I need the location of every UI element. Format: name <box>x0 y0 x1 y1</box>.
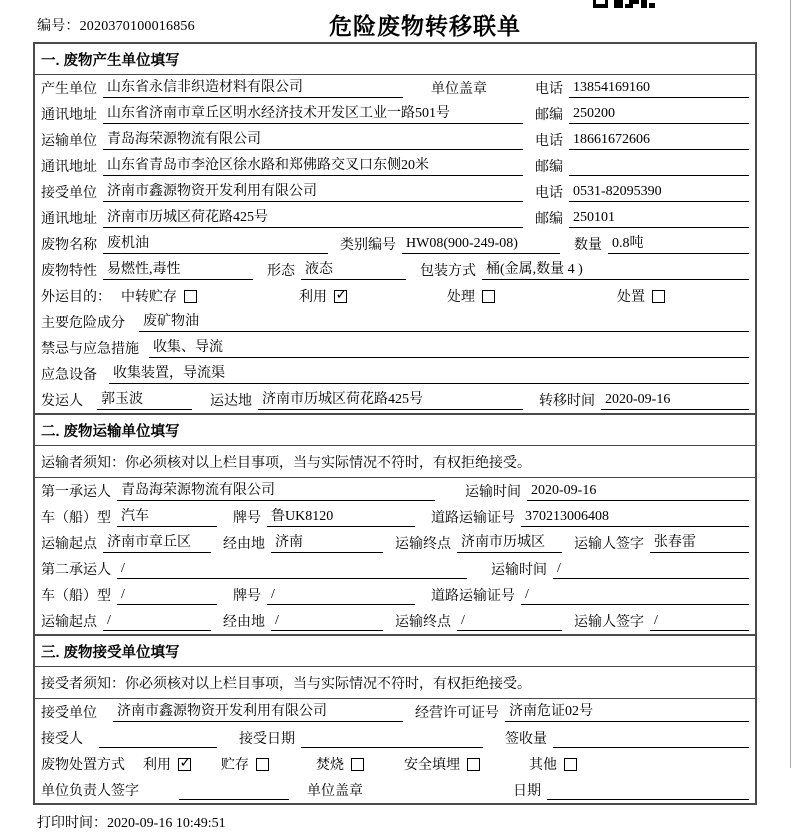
manifest-document <box>33 0 757 832</box>
license-value: 济南危证02号 <box>505 703 749 722</box>
transporter-notice: 运输者须知：你必须核对以上栏目事项，当与实际情况不符时，有权拒绝接受。 <box>35 446 755 478</box>
right-field-group <box>535 104 749 124</box>
right-field-group <box>535 130 749 150</box>
purpose-option-treat <box>447 286 617 306</box>
receiver-unit-value: 济南市鑫源物资开发利用有限公司 <box>113 703 403 722</box>
first-carrier-value: 青岛海荣源物流有限公司 <box>117 482 435 501</box>
route2-end: / <box>457 612 562 631</box>
transport-unit-label: 运输单位 <box>41 134 97 149</box>
vehicle2-row <box>35 582 755 608</box>
section-transporter-title: 二. 废物运输单位填写 <box>35 415 755 446</box>
phone-label: 电话 <box>535 186 563 201</box>
second-carrier-row <box>35 556 755 582</box>
emergency-equip-row <box>35 361 755 387</box>
waste-name-row <box>35 231 755 257</box>
transfer-time-label: 转移时间 <box>539 394 595 409</box>
transport-time-label: 运输时间 <box>465 485 521 500</box>
checkbox-icon <box>178 758 191 771</box>
transport-address-zip <box>569 158 749 176</box>
route2-start: / <box>103 612 211 631</box>
receive-unit-label: 接受单位 <box>41 186 97 201</box>
checkbox-icon <box>482 290 495 303</box>
zip-label: 邮编 <box>535 160 563 175</box>
produce-address-value: 山东省济南市章丘区明水经济技术开发区工业一路501号 <box>103 105 523 124</box>
first-carrier-label: 第一承运人 <box>41 485 111 500</box>
checkbox-label: 利用 <box>143 758 171 773</box>
qr-code-fragment-icon <box>593 0 655 9</box>
emergency-equip-value: 收集装置，导流渠 <box>109 365 749 384</box>
disposal-method-label: 废物处置方式 <box>41 758 125 773</box>
right-field-group <box>535 156 749 176</box>
checkbox-label: 贮存 <box>221 758 249 773</box>
produce-unit-phone: 13854169160 <box>569 79 749 98</box>
receive-date-label: 接受日期 <box>239 732 295 747</box>
route-end-label: 运输终点 <box>395 537 451 552</box>
receiver-person-row <box>35 725 755 751</box>
transfer-purpose-label: 外运目的： <box>41 290 111 305</box>
taboo-measures-value: 收集、导流 <box>149 339 749 358</box>
section-receiver <box>35 634 755 803</box>
checkbox-icon <box>256 758 269 771</box>
waste-qty-value: 0.8吨 <box>608 235 749 254</box>
manifest-number-label: 编号： <box>37 19 80 34</box>
page-edge-line <box>790 0 791 768</box>
address-label: 通讯地址 <box>41 212 97 227</box>
plate-label: 牌号 <box>233 511 261 526</box>
waste-pack-value: 桶(金属,数量 4 ) <box>482 261 749 280</box>
route2-row <box>35 608 755 634</box>
signed-qty-label: 签收量 <box>505 732 547 747</box>
vehicle2-permit: / <box>521 586 749 605</box>
waste-code-label: 类别编号 <box>340 238 396 253</box>
waste-traits-row <box>35 257 755 283</box>
shipper-value: 郭玉波 <box>97 391 192 410</box>
checkbox-icon <box>652 290 665 303</box>
route-via-label: 经由地 <box>223 615 265 630</box>
transport-unit-phone: 18661672606 <box>569 131 749 150</box>
transport-unit-value: 青岛海荣源物流有限公司 <box>103 131 523 150</box>
produce-unit-row <box>35 75 755 101</box>
purpose-option-dispose <box>617 286 665 306</box>
produce-address-row <box>35 101 755 127</box>
receive-date-value <box>301 730 483 748</box>
print-time-value: 2020-09-16 10:49:51 <box>107 816 226 831</box>
road-permit-label: 道路运输证号 <box>431 511 515 526</box>
second-carrier-label: 第二承运人 <box>41 563 111 578</box>
address-label: 通讯地址 <box>41 108 97 123</box>
zip-label: 邮编 <box>535 108 563 123</box>
section-receiver-title: 三. 废物接受单位填写 <box>35 636 755 667</box>
disposal-option-other <box>529 754 577 774</box>
waste-name-label: 废物名称 <box>41 238 97 253</box>
transporter-sign-label: 运输人签字 <box>574 615 644 630</box>
responsible-sign-label: 单位负责人签字 <box>41 784 139 799</box>
checkbox-label: 中转贮存 <box>121 290 177 305</box>
second-carrier-value: / <box>117 560 467 579</box>
section-producer-title: 一. 废物产生单位填写 <box>35 44 755 75</box>
vehicle1-row <box>35 504 755 530</box>
checkbox-icon <box>564 758 577 771</box>
manifest-form-table <box>33 42 757 805</box>
route1-via: 济南 <box>271 534 383 553</box>
waste-traits-label: 废物特性 <box>41 264 97 279</box>
checkbox-label: 处置 <box>617 290 645 305</box>
disposal-option-utilize <box>143 754 221 774</box>
checkbox-label: 其他 <box>529 758 557 773</box>
checkbox-label: 处理 <box>447 290 475 305</box>
main-hazard-value: 废矿物油 <box>139 313 749 332</box>
print-time-label: 打印时间： <box>37 816 107 831</box>
first-carrier-time: 2020-09-16 <box>527 482 749 501</box>
transport-time-label: 运输时间 <box>491 563 547 578</box>
route1-row <box>35 530 755 556</box>
receiver-notice: 接受者须知：你必须核对以上栏目事项，当与实际情况不符时，有权拒绝接受。 <box>35 667 755 699</box>
page-title: 危险废物转移联单 <box>329 13 521 39</box>
unit-seal-label: 单位盖章 <box>431 82 487 97</box>
route1-end: 济南市历城区 <box>457 534 562 553</box>
date-label: 日期 <box>513 784 541 799</box>
produce-unit-value: 山东省永信非织造材料有限公司 <box>103 79 403 98</box>
first-carrier-row <box>35 478 755 504</box>
phone-label: 电话 <box>535 134 563 149</box>
receive-unit-value: 济南市鑫源物资开发利用有限公司 <box>103 183 523 202</box>
destination-value: 济南市历城区荷花路425号 <box>258 391 523 410</box>
destination-label: 运达地 <box>210 394 252 409</box>
checkbox-label: 焚烧 <box>316 758 344 773</box>
receiver-unit-label: 接受单位 <box>41 706 97 721</box>
vehicle1-permit: 370213006408 <box>521 508 749 527</box>
vehicle1-plate: 鲁UK8120 <box>267 508 415 527</box>
receive-unit-row <box>35 179 755 205</box>
waste-qty-label: 数量 <box>574 238 602 253</box>
disposal-method-row <box>35 751 755 777</box>
taboo-measures-row <box>35 335 755 361</box>
vehicle2-type: / <box>117 586 217 605</box>
checkbox-label: 利用 <box>299 290 327 305</box>
section-producer <box>35 44 755 413</box>
checkbox-label: 安全填埋 <box>404 758 460 773</box>
vehicle2-plate: / <box>267 586 415 605</box>
responsible-sign-value <box>179 782 289 800</box>
shipper-row <box>35 387 755 413</box>
route-end-label: 运输终点 <box>395 615 451 630</box>
produce-unit-label: 产生单位 <box>41 82 97 97</box>
main-hazard-label: 主要危险成分 <box>41 316 125 331</box>
route-start-label: 运输起点 <box>41 537 97 552</box>
right-field-group <box>535 182 749 202</box>
route-via-label: 经由地 <box>223 537 265 552</box>
checkbox-icon <box>334 290 347 303</box>
taboo-measures-label: 禁忌与应急措施 <box>41 342 139 357</box>
phone-label: 电话 <box>535 82 563 97</box>
waste-form-value: 液态 <box>301 261 406 280</box>
print-time <box>33 805 757 832</box>
disposal-option-storage <box>221 754 316 774</box>
address-label: 通讯地址 <box>41 160 97 175</box>
route1-start: 济南市章丘区 <box>103 534 211 553</box>
checkbox-icon <box>184 290 197 303</box>
zip-label: 邮编 <box>535 212 563 227</box>
section-transporter <box>35 413 755 634</box>
vehicle-type-label: 车（船）型 <box>41 589 111 604</box>
checkbox-icon <box>467 758 480 771</box>
emergency-equip-label: 应急设备 <box>41 368 97 383</box>
waste-traits-value: 易燃性,毒性 <box>103 261 253 280</box>
waste-code-value: HW08(900-249-08) <box>402 235 560 254</box>
transport-address-value: 山东省青岛市李沧区徐水路和郑佛路交叉口东侧20米 <box>103 157 523 176</box>
waste-pack-label: 包装方式 <box>420 264 476 279</box>
transfer-time-value: 2020-09-16 <box>601 391 749 410</box>
checkbox-icon <box>351 758 364 771</box>
road-permit-label: 道路运输证号 <box>431 589 515 604</box>
receive-address-zip: 250101 <box>569 209 749 228</box>
route1-sign: 张春雷 <box>650 534 749 553</box>
unit-seal-label: 单位盖章 <box>307 784 363 799</box>
route-start-label: 运输起点 <box>41 615 97 630</box>
receive-address-value: 济南市历城区荷花路425号 <box>103 209 523 228</box>
receiver-person-value <box>99 730 217 748</box>
second-carrier-time: / <box>553 560 749 579</box>
waste-form-label: 形态 <box>267 264 295 279</box>
vehicle-type-label: 车（船）型 <box>41 511 111 526</box>
transporter-sign-label: 运输人签字 <box>574 537 644 552</box>
vehicle1-type: 汽车 <box>117 508 217 527</box>
receive-address-row <box>35 205 755 231</box>
purpose-option-transit-storage <box>121 286 299 306</box>
right-field-group <box>535 208 749 228</box>
purpose-option-utilize <box>299 286 447 306</box>
main-hazard-row <box>35 309 755 335</box>
shipper-label: 发运人 <box>41 394 83 409</box>
plate-label: 牌号 <box>233 589 261 604</box>
manifest-number-value: 2020370100016856 <box>79 19 195 34</box>
disposal-option-incinerate <box>316 754 404 774</box>
document-header <box>33 0 757 42</box>
license-label: 经营许可证号 <box>415 706 499 721</box>
route2-via: / <box>271 612 383 631</box>
transport-address-row <box>35 153 755 179</box>
produce-address-zip: 250200 <box>569 105 749 124</box>
right-field-group <box>535 78 749 98</box>
receiver-person-label: 接受人 <box>41 732 83 747</box>
route2-sign: / <box>650 612 749 631</box>
waste-name-value: 废机油 <box>103 235 328 254</box>
responsible-sign-row <box>35 777 755 803</box>
transfer-purpose-row <box>35 283 755 309</box>
receive-unit-phone: 0531-82095390 <box>569 183 749 202</box>
disposal-option-landfill <box>404 754 529 774</box>
transport-unit-row <box>35 127 755 153</box>
receiver-unit-row <box>35 699 755 725</box>
date-value <box>547 782 749 800</box>
signed-qty-value <box>553 730 749 748</box>
